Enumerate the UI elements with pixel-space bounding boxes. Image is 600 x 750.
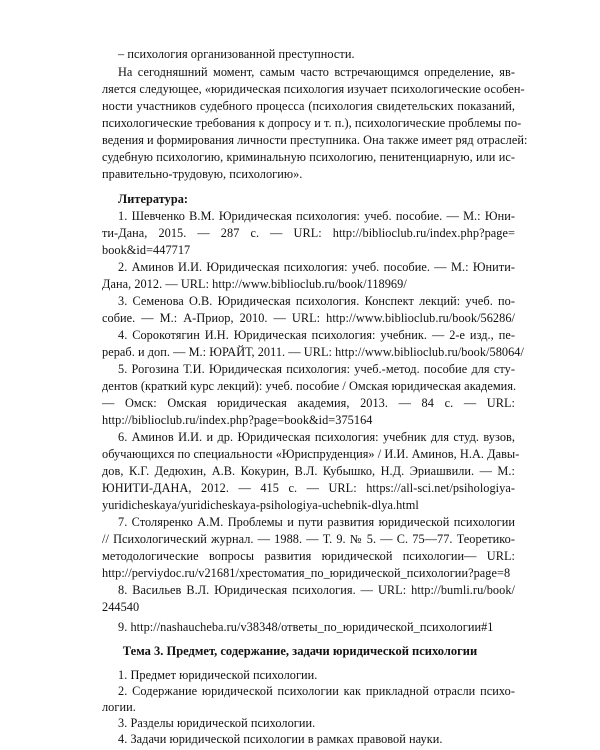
literature-line: 4. Сорокотягин И.Н. Юридическая психология: учебник. — 2-е изд., пе-: [118, 328, 515, 342]
literature-line: http://perviydoc.ru/v21681/хрестоматия_по_юридической_психологии?page=8: [102, 566, 511, 580]
section-item: 4. Задачи юридической психологии в рамках правовой науки.: [118, 732, 443, 746]
bullet-line: – психология организованной преступности.: [118, 47, 355, 61]
section-heading: Тема 3. Предмет, содержание, задачи юридической психологии: [122, 644, 478, 658]
literature-line: дентов (краткий курс лекций): учеб. пособие / Омская юридическая академия.: [102, 379, 517, 393]
literature-line: 6. Аминов И.И. и др. Юридическая психология: учебник для студ. вузов,: [118, 430, 515, 444]
literature-line: 2. Аминов И.И. Юридическая психология: учеб. пособие. — М.: Юнити-: [118, 260, 515, 274]
literature-line: ЮНИТИ-ДАНА, 2012. — 415 с. — URL: https://all-sci.net/psihologiya-: [102, 481, 515, 495]
literature-line: методологические вопросы развития юридической психологии— URL:: [102, 549, 515, 563]
paragraph-line: судебную психологию, криминальную психологию, пенитенциарную, или ис-: [102, 150, 515, 164]
section-item: 3. Разделы юридической психологии.: [118, 716, 316, 730]
literature-line: — Омск: Омская юридическая академия, 2013. — 84 с. — URL:: [102, 396, 515, 410]
literature-title: Литература:: [118, 192, 189, 206]
literature-line: // Психологический журнал. — 1988. — Т. 9. № 5. — С. 75—77. Теоретико-: [102, 532, 515, 546]
literature-line: 3. Семенова О.В. Юридическая психология. Конспект лекций: учеб. по-: [118, 294, 515, 308]
literature-line: рераб. и доп. — М.: ЮРАЙТ, 2011. — URL: http://www.biblioclub.ru/book/58064/: [102, 345, 524, 359]
literature-line: ти-Дана, 2015. — 287 с. — URL: http://biblioclub.ru/index.php?page=: [102, 226, 515, 240]
literature-line: book&id=447717: [102, 243, 191, 257]
literature-line: 7. Столяренко А.М. Проблемы и пути развития юридической психологии: [118, 515, 515, 529]
paragraph-line: На сегодняшний момент, самым часто встречающимся определение, яв-: [118, 65, 515, 79]
section-item: 1. Предмет юридической психологии.: [118, 668, 318, 682]
literature-line: yuridicheskaya/yuridicheskaya-psihologiya-uchebnik-dlya.html: [102, 498, 419, 512]
literature-line: собие. — М.: А-Приор, 2010. — URL: http://www.biblioclub.ru/book/56286/: [102, 311, 515, 325]
paragraph-line: правительно-трудовую, психологию».: [102, 167, 303, 181]
section-item: 2. Содержание юридической психологии как прикладной отрасли психо-: [118, 684, 515, 698]
literature-line: обучающихся по специальности «Юриспруденция» / И.И. Аминов, Н.А. Давы-: [102, 447, 520, 461]
literature-line: 9. http://nashaucheba.ru/v38348/ответы_по_юридической_психологии#1: [118, 620, 494, 634]
paragraph-line: психологические требования к допросу и т. п.), психологические проблемы по-: [102, 116, 522, 130]
paragraph-line: ведения и формирования личности преступника. Она также имеет ряд отраслей:: [102, 133, 528, 147]
literature-line: дов, К.Г. Дедюхин, А.В. Кокурин, В.Л. Кубышко, Н.Д. Эриашвили. — М.:: [102, 464, 515, 478]
section-item: логии.: [102, 700, 136, 714]
literature-line: 244540: [102, 600, 140, 614]
literature-line: 5. Рогозина Т.И. Юридическая психология: учеб.-метод. пособие для сту-: [118, 362, 515, 376]
literature-line: 1. Шевченко В.М. Юридическая психология: учеб. пособие. — М.: Юни-: [118, 209, 515, 223]
literature-line: Дана, 2012. — URL: http://www.biblioclub.ru/book/118969/: [102, 277, 407, 291]
literature-line: 8. Васильев В.Л. Юридическая психология. — URL: http://bumli.ru/book/: [118, 583, 515, 597]
paragraph-line: ности участников судебного процесса (психология свидетельских показаний,: [102, 99, 515, 113]
paragraph-line: ляется следующее, «юридическая психология изучает психологические особен-: [102, 82, 525, 96]
literature-line: http://biblioclub.ru/index.php?page=book&id=375164: [102, 413, 373, 427]
